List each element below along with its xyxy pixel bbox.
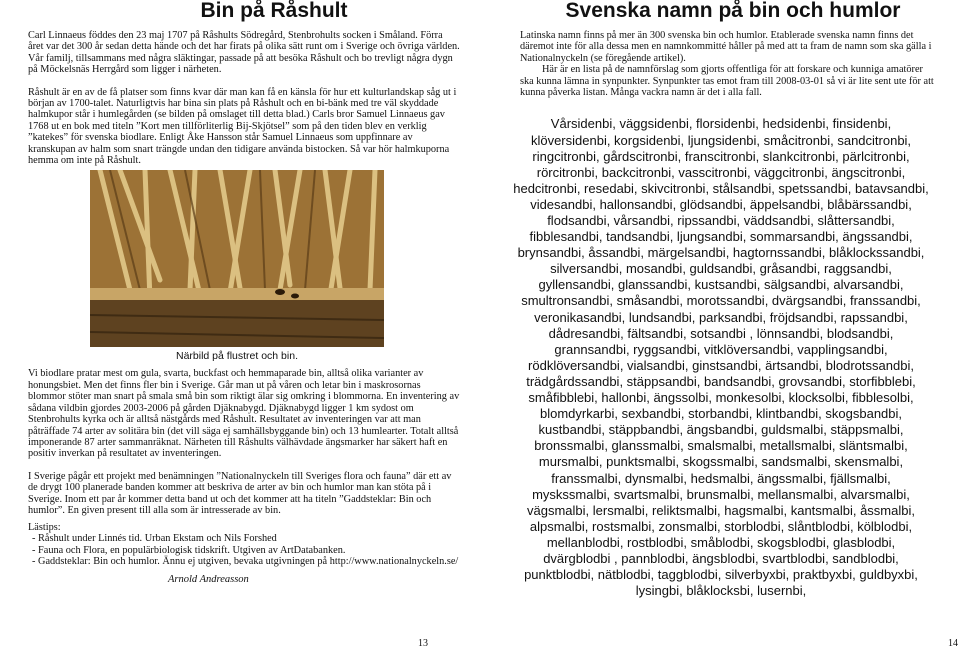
reading-tips-list bbox=[28, 533, 460, 567]
author-name: Arnold Andreasson bbox=[168, 573, 249, 585]
intro-paragraph-2: Råshult är en av de få platser som finns kvar där man kan få en känsla för hur ett kulturlandskap såg ut i början av 1700-talet. Naturligtvis har bina sin plats på Råshult och en bi-bänk med tre väl skyddade halmkupor står i humlegården (se bilden på omslaget till detta blad.) Carls bror Samuel Linnaeus gav 1768 ut en bok med titeln ”Kort men tillförliterlig Bij-Skjötsel” som på den tiden blev en verklig ”katekes” för svenska biodlare. Enligt Åke Hansson står Samuel Linnaeus som uppfinnare av kranskupan av halm som snart trängde undan den tidigare använda bistocken. Så var hör halmkuporna hemma om inte på Råshult. bbox=[28, 86, 457, 167]
intro-paragraph-1: Carl Linnaeus föddes den 23 maj 1707 på Råshults Södregård, Stenbrohults socken i Småland. Förra året var det 300 år sedan detta hände och det har firats på olika sätt runt om i Sverige och övriga världen. Vår familj, tillsammans med några släktingar, passade på att besöka Råshult och bo trevligt några dygn på Möckelsnäs Herrgård som ligger i närheten. bbox=[28, 30, 460, 76]
bee-hive-photo bbox=[90, 170, 384, 347]
page-number: 13 bbox=[418, 638, 428, 649]
photo-caption: Närbild på flustret och bin. bbox=[176, 350, 298, 363]
article-title: Svenska namn på bin och humlor bbox=[565, 0, 901, 22]
right-page bbox=[480, 0, 960, 649]
paragraph-4: I Sverige pågår ett projekt med benämningen ”Nationalnyckeln till Sveriges flora och fauna” där ett av de drygt 100 planerade banden kommer att beskriva de arter av bin och humlor man kan stöta på i Sverige. Inom ett par år kommer detta band ut och det kommer att ha titeln ”Gaddsteklar: Bin och humlor”. En given present till alla som är intresserade av bin. bbox=[28, 470, 452, 516]
reading-tip: - Råshult under Linnés tid. Urban Ekstam och Nils Forshed bbox=[32, 533, 460, 544]
intro-paragraph-1: Latinska namn finns på mer än 300 svenska bin och humlor. Etablerade svenska namn finns det däremot inte för alla dessa men en namnkommitté håller på med att ta fram de namn som ska gälla i Nationalnyckeln (se föregående artikel). bbox=[520, 30, 932, 64]
intro-paragraph-2: Här är en lista på de namnförslag som gjorts offentliga för att forskare och kunniga amatörer ska kunna lämna in synpunkter. Synpunkter tas emot fram till 2008-03-01 så vi är lite sent ute för att kunna påverka listan. Många vackra namn är det i alla fall. bbox=[520, 64, 934, 99]
page-number: 14 bbox=[948, 638, 958, 649]
straw-skep-image bbox=[90, 170, 384, 347]
bee-names-list: Vårsidenbi, väggsidenbi, florsidenbi, hedsidenbi, finsidenbi, klöversidenbi, korgsidenbi, ljungsidenbi, småcitronbi, sandcitronbi, ringcitronbi, gårdscitronbi, franscitronbi, slankcitronbi, pärlcitronbi, rörcitronbi, backcitronbi, vasscitronbi, väggcitronbi, ängscitronbi, hedcitronbi, resedabi, skivcitronbi, stålsandbi, spetssandbi, batavsandbi, videsandbi, hallonsandbi, glödsandbi, äppelsandbi, blåbärssandbi, flodsandbi, vårsandbi, ripssandbi, väddsandbi, slåttersandbi, fibblesandbi, tandsandbi, ljungsandbi, sommarsandbi, ängssandbi, brynsandbi, åssandbi, märgelsandbi, hagtornssandbi, blåklockssandbi, silversandbi, mosandbi, guldsandbi, gråsandbi, raggsandbi, gyllensandbi, glanssandbi, kustsandbi, sälgsandbi, alvarsandbi, smultronsandbi, småsandbi, morotssandbi, dvärgsandbi, franssandbi, veronikasandbi, lundsandbi, parksandbi, fröjdsandbi, rapssandbi, dådresandbi, fältsandbi, sotsandbi , lönnsandbi, blodsandbi, grannsandbi, ryggsandbi, vitklöversandbi, vapplingsandbi, rödklöversandbi, vialsandbi, ginstsandbi, ärtsandbi, blodrotssandbi, trädgårdssandbi, stäppsandbi, bandsandbi, grovsandbi, storfibblebi, småfibblebi, hallonbi, ängssolbi, monkesolbi, klocksolbi, fibblesolbi, blomdyrkarbi, sexbandbi, storbandbi, klintbandbi, skogsbandbi, kustbandbi, stäppbandbi, ängsbandbi, guldsmalbi, stäppsmalbi, bronssmalbi, glanssmalbi, smalsmalbi, metallsmalbi, släntsmalbi, mursmalbi, punktsmalbi, skogssmalbi, sandsmalbi, skensmalbi, franssmalbi, dynsmalbi, hedsmalbi, ängssmalbi, fjällsmalbi, myskssmalbi, svartsmalbi, brunsmalbi, mellansmalbi, alvarsmalbi, vägsmalbi, lersmalbi, reliktsmalbi, hagsmalbi, kantsmalbi, åssmalbi, alpsmalbi, rostsmalbi, zonsmalbi, storblodbi, slåntblodbi, kölblodbi, mellanblodbi, rostblodbi, småblodbi, skogsblodbi, glasblodbi, dvärgblodbi , pannblodbi, ängsblodbi, svartblodbi, sandblodbi, punktblodbi, nätblodbi, taggblodbi, silverbyxbi, praktbyxbi, guldbyxbi, lysingbi, blåklocksbi, lusernbi, bbox=[513, 116, 929, 599]
reading-tip: - Fauna och Flora, en populärbiologisk tidskrift. Utgiven av ArtDatabanken. bbox=[32, 545, 460, 556]
paragraph-3: Vi biodlare pratar mest om gula, svarta, buckfast och hemmaparade bin, alltså olika varianter av honungsbiet. Men det finns fler bin i Sverige. Går man ut på våren och letar bin i maskrosornas blommor stöter man snart på smala små bin som riktigt älar sig omkring i blommorna. En inventering av sådana vildbin gjordes 2003-2006 på gården Djäknabygd. Djäknabygd ligger 1 km sydost om Stenbrohults kyrka och är alltså nästgårds med Råshult. Resultatet av inventeringen var att man påträffade 74 arter av solitära bin (det vill säga ej samhällsbyggande bin) och 13 humlearter. Totalt alltså imponerande 87 arter sammanräknat. Närheten till Råshults välhävdade ängsmarker har säkert haft en positiv inverkan på resultatet av inventeringen. bbox=[28, 368, 460, 460]
article-title: Bin på Råshult bbox=[200, 0, 348, 22]
reading-tips-heading: Lästips: bbox=[28, 522, 61, 534]
reading-tip: - Gaddsteklar: Bin och humlor. Ännu ej utgiven, bevaka utgivningen på http://www.nationalnyckeln.se/ bbox=[32, 556, 460, 567]
